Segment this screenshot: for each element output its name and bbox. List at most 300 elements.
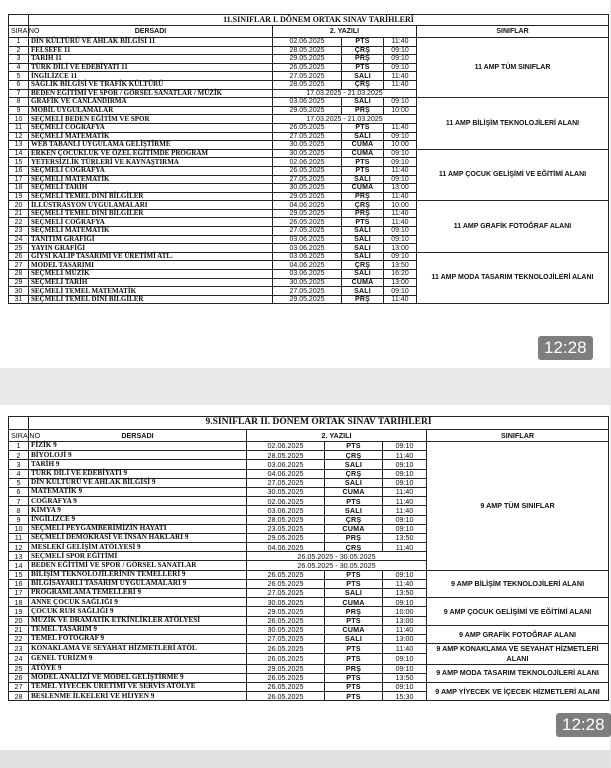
- exam-day: SALI: [342, 132, 384, 141]
- row-number: 13: [9, 141, 29, 150]
- table-corner: [9, 15, 29, 26]
- course-name: TÜRK DİLİ VE EDEBİYATI 11: [29, 63, 273, 72]
- exam-day: SALI: [325, 478, 383, 487]
- exam-day: SALI: [342, 98, 384, 107]
- table-row: [9, 201, 609, 210]
- row-number: 1: [9, 38, 29, 47]
- exam-date: 26.05.2025: [273, 123, 342, 132]
- exam-date: 26.05.2025: [247, 654, 325, 664]
- exam-time: 09:10: [383, 515, 427, 524]
- course-name: SEÇMELİ DEMOKRASİ VE İNSAN HAKLARI 9: [29, 533, 247, 542]
- exam-day: SALI: [342, 175, 384, 184]
- row-number: 26: [9, 673, 29, 682]
- course-name: SEÇMELİ PEYGAMBERİMİZİN HAYATI: [29, 524, 247, 533]
- class-group-label: 11 AMP TÜM SINIFLAR: [417, 38, 609, 98]
- header-course: DERSADI: [29, 26, 273, 38]
- exam-date: 03.06.2025: [273, 98, 342, 107]
- exam-day: CUMA: [342, 184, 384, 193]
- exam-day: PTS: [325, 579, 383, 588]
- exam-date: 29.05.2025: [247, 607, 325, 616]
- exam-time: 09:10: [383, 469, 427, 478]
- exam-day: ÇRŞ: [342, 80, 384, 89]
- row-number: 10: [9, 524, 29, 533]
- exam-time: 11:40: [383, 487, 427, 496]
- exam-date: 26.05.2025: [247, 579, 325, 588]
- row-number: 4: [9, 469, 29, 478]
- course-name: GENEL TURİZM 9: [29, 654, 247, 664]
- exam-day: CUMA: [325, 625, 383, 634]
- table-row: [9, 570, 609, 579]
- exam-table-11: [8, 14, 609, 304]
- exam-date: 28.05.2025: [247, 451, 325, 460]
- class-group-label: 9 AMP MODA TASARIM TEKNOLOJİLERİ ALANI: [427, 664, 609, 682]
- table-row: [9, 38, 609, 47]
- class-group-label: 11 AMP GRAFİK FOTOĞRAF ALANI: [417, 201, 609, 253]
- exam-time: 09:10: [384, 132, 417, 141]
- header-no: SIRA NO: [9, 430, 29, 442]
- course-name: İNGİLİZCE 11: [29, 72, 273, 81]
- row-number: 9: [9, 106, 29, 115]
- row-number: 18: [9, 184, 29, 193]
- exam-date: 02.06.2025: [247, 497, 325, 506]
- exam-day: SALI: [325, 589, 383, 598]
- exam-day: PRŞ: [325, 533, 383, 542]
- exam-time: 11:40: [384, 192, 417, 201]
- row-number: 5: [9, 478, 29, 487]
- class-group-label: 11 AMP BİLİŞİM TEKNOLOJİLERİ ALANI: [417, 98, 609, 150]
- exam-date: 26.05.2025: [273, 218, 342, 227]
- course-name: SEÇMELİ TARİH: [29, 184, 273, 193]
- exam-date-range: 26.05.2025 - 30.05.2025: [247, 561, 427, 570]
- table-row: [9, 149, 609, 158]
- exam-day: ÇRŞ: [325, 515, 383, 524]
- row-number: 2: [9, 46, 29, 55]
- exam-time: 11:40: [384, 123, 417, 132]
- exam-time: 09:10: [384, 235, 417, 244]
- exam-day: CUMA: [342, 141, 384, 150]
- header-classes: SINIFLAR: [427, 430, 609, 442]
- course-name: TARİH 9: [29, 460, 247, 469]
- exam-date: 03.06.2025: [273, 252, 342, 261]
- exam-date-range: 26.05.2025 - 30.05.2025: [247, 552, 427, 561]
- exam-day: CUMA: [342, 278, 384, 287]
- row-number: 28: [9, 692, 29, 701]
- course-name: MATEMATİK 9: [29, 487, 247, 496]
- exam-day: PTS: [325, 644, 383, 654]
- exam-date: 26.05.2025: [247, 692, 325, 701]
- exam-date: 30.05.2025: [247, 625, 325, 634]
- row-number: 8: [9, 506, 29, 515]
- course-name: MÜZİK VE DRAMATİK ETKİNLİKLER ATÖLYESİ: [29, 616, 247, 625]
- course-name: DİN KÜLTÜRÜ VE AHLAK BİLGİSİ 11: [29, 38, 273, 47]
- exam-day: SALI: [325, 634, 383, 643]
- exam-date: 30.05.2025: [247, 598, 325, 607]
- exam-time: 13:50: [383, 533, 427, 542]
- exam-time: 09:10: [384, 149, 417, 158]
- exam-date-range: 17.03.2025 - 21.03.2025: [273, 89, 417, 98]
- table-row: [9, 682, 609, 691]
- header-course: DERSADI: [29, 430, 247, 442]
- exam-date: 27.05.2025: [273, 72, 342, 81]
- exam-time: 09:10: [383, 442, 427, 451]
- table-row: [9, 664, 609, 673]
- exam-day: SALI: [325, 506, 383, 515]
- exam-table-9: [8, 416, 609, 701]
- exam-day: CUMA: [342, 149, 384, 158]
- exam-time: 09:10: [383, 598, 427, 607]
- class-group-label: 9 AMP KONAKLAMA VE SEYAHAT HİZMETLERİ ALANI: [427, 644, 609, 664]
- exam-date: 27.05.2025: [247, 478, 325, 487]
- course-name: SEÇMELİ TEMEL DİNİ BİLGİLER: [29, 192, 273, 201]
- exam-day: PTS: [325, 497, 383, 506]
- course-name: TARİH 11: [29, 55, 273, 64]
- exam-time: 09:10: [383, 460, 427, 469]
- course-name: SEÇMELİ TEMEL DİNİ BİLGİLER: [29, 209, 273, 218]
- row-number: 21: [9, 625, 29, 634]
- exam-day: SALI: [342, 287, 384, 296]
- header-no: SIRA NO: [9, 26, 29, 38]
- course-name: BİLGİSAYARLI TASARIM UYGULAMALARI 9: [29, 579, 247, 588]
- row-number: 22: [9, 634, 29, 643]
- exam-day: PTS: [325, 673, 383, 682]
- course-name: SEÇMELİ MÜZİK: [29, 270, 273, 279]
- video-timestamp: 12:28: [538, 336, 593, 360]
- exam-date: 03.06.2025: [273, 270, 342, 279]
- table-corner: [9, 417, 29, 430]
- course-name: YETERSİZLİK TÜRLERİ VE KAYNAŞTIRMA: [29, 158, 273, 167]
- exam-day: SALI: [342, 227, 384, 236]
- exam-date: 30.05.2025: [247, 487, 325, 496]
- exam-time: 13:00: [384, 184, 417, 193]
- course-name: BEDEN EĞİTİMİ VE SPOR / GÖRSEL SANATLAR / MÜZİK: [29, 89, 273, 98]
- exam-time: 09:10: [383, 682, 427, 691]
- exam-date: 26.05.2025: [247, 682, 325, 691]
- row-number: 23: [9, 227, 29, 236]
- exam-day: CUMA: [325, 524, 383, 533]
- course-name: DİN KÜLTÜRÜ VE AHLAK BİLGİSİ 9: [29, 478, 247, 487]
- row-number: 17: [9, 589, 29, 598]
- row-number: 4: [9, 63, 29, 72]
- class-group-label: 11 AMP ÇOCUK GELİŞİMİ VE EĞİTİMİ ALANI: [417, 149, 609, 201]
- exam-day: PTS: [342, 158, 384, 167]
- exam-day: ÇRŞ: [342, 201, 384, 210]
- exam-date: 27.05.2025: [247, 634, 325, 643]
- video-timestamp: 12:28: [556, 713, 611, 737]
- exam-date: 26.05.2025: [273, 63, 342, 72]
- row-number: 14: [9, 149, 29, 158]
- exam-date: 29.05.2025: [273, 106, 342, 115]
- exam-day: ÇRŞ: [325, 543, 383, 552]
- exam-day: SALI: [342, 72, 384, 81]
- course-name: ERKEN ÇOCUKLUK VE ÖZEL EĞİTİMDE PROGRAM: [29, 149, 273, 158]
- course-name: TANITIM GRAFİĞİ: [29, 235, 273, 244]
- course-name: SEÇMELİ COĞRAFYA: [29, 218, 273, 227]
- exam-date: 30.05.2025: [273, 141, 342, 150]
- course-name: SEÇMELİ MATEMATİK: [29, 132, 273, 141]
- course-name: WEB TABANLI UYGULAMA GELİŞTİRME: [29, 141, 273, 150]
- exam-time: 11:40: [384, 72, 417, 81]
- exam-day: PTS: [325, 570, 383, 579]
- exam-day: ÇRŞ: [342, 46, 384, 55]
- exam-time: 09:10: [384, 98, 417, 107]
- class-group-label: 11 AMP MODA TASARIM TEKNOLOJİLERİ ALANI: [417, 252, 609, 304]
- row-number: 20: [9, 201, 29, 210]
- exam-date: 03.06.2025: [273, 235, 342, 244]
- exam-day: PTS: [342, 218, 384, 227]
- exam-date-range: 17.03.2025 - 21.03.2025: [273, 115, 417, 124]
- exam-time: 10:00: [384, 201, 417, 210]
- course-name: SEÇMELİ SPOR EĞİTİMİ: [29, 552, 247, 561]
- row-number: 23: [9, 644, 29, 654]
- exam-day: ÇRŞ: [325, 469, 383, 478]
- exam-time: 10:00: [383, 607, 427, 616]
- exam-date: 29.05.2025: [273, 209, 342, 218]
- exam-time: 13:00: [383, 616, 427, 625]
- exam-date: 27.05.2025: [273, 287, 342, 296]
- exam-day: PRŞ: [342, 55, 384, 64]
- course-name: SEÇMELİ TEMEL MATEMATİK: [29, 287, 273, 296]
- exam-date: 29.05.2025: [273, 192, 342, 201]
- row-number: 22: [9, 218, 29, 227]
- course-name: SEÇMELİ COĞRAFYA: [29, 166, 273, 175]
- exam-time: 13:50: [383, 589, 427, 598]
- class-group-label: 9 AMP TÜM SINIFLAR: [427, 442, 609, 571]
- row-number: 19: [9, 607, 29, 616]
- exam-date: 26.05.2025: [273, 166, 342, 175]
- exam-time: 11:40: [383, 497, 427, 506]
- exam-time: 16:20: [384, 270, 417, 279]
- exam-time: 13:50: [383, 673, 427, 682]
- row-number: 15: [9, 570, 29, 579]
- exam-day: SALI: [325, 460, 383, 469]
- exam-date: 28.05.2025: [247, 515, 325, 524]
- row-number: 24: [9, 654, 29, 664]
- table-title: 11.SINIFLAR I. DÖNEM ORTAK SINAV TARİHLERİ: [29, 15, 609, 26]
- exam-date: 27.05.2025: [247, 589, 325, 598]
- exam-time: 09:10: [383, 478, 427, 487]
- exam-time: 13:50: [384, 261, 417, 270]
- exam-time: 09:10: [384, 158, 417, 167]
- course-name: GİYSİ KALIP TASARIMI VE ÜRETİMİ ATL.: [29, 252, 273, 261]
- row-number: 31: [9, 295, 29, 304]
- row-number: 7: [9, 497, 29, 506]
- exam-time: 13:00: [383, 634, 427, 643]
- exam-date: 28.05.2025: [273, 46, 342, 55]
- course-name: TEMEL TASARIM 9: [29, 625, 247, 634]
- exam-day: PTS: [325, 654, 383, 664]
- class-group-label: 9 AMP ÇOCUK GELİŞİMİ VE EĞİTİMİ ALANI: [427, 598, 609, 626]
- exam-time: 11:40: [384, 166, 417, 175]
- row-number: 11: [9, 123, 29, 132]
- exam-time: 09:10: [383, 524, 427, 533]
- course-name: YAYIN GRAFİĞİ: [29, 244, 273, 253]
- row-number: 1: [9, 442, 29, 451]
- exam-time: 11:40: [383, 644, 427, 654]
- class-group-label: 9 AMP BİLİŞİM TEKNOLOJİLERİ ALANI: [427, 570, 609, 598]
- exam-day: SALI: [342, 252, 384, 261]
- exam-time: 11:40: [383, 543, 427, 552]
- row-number: 2: [9, 451, 29, 460]
- exam-date: 30.05.2025: [273, 149, 342, 158]
- exam-time: 09:10: [383, 570, 427, 579]
- course-name: TEMEL YİYECEK ÜRETİMİ VE SERVİS ATÖLYE: [29, 682, 247, 691]
- exam-date: 30.05.2025: [273, 278, 342, 287]
- exam-date: 27.05.2025: [273, 175, 342, 184]
- row-number: 18: [9, 598, 29, 607]
- exam-time: 11:40: [383, 451, 427, 460]
- exam-time: 11:40: [384, 80, 417, 89]
- course-name: ATÖYE 9: [29, 664, 247, 673]
- exam-time: 10:00: [384, 106, 417, 115]
- course-name: BİYOLOJİ 9: [29, 451, 247, 460]
- row-number: 5: [9, 72, 29, 81]
- course-name: FELSEFE 11: [29, 46, 273, 55]
- row-number: 27: [9, 261, 29, 270]
- course-name: MODEL TASARIMI: [29, 261, 273, 270]
- header-classes: SINIFLAR: [417, 26, 609, 38]
- row-number: 26: [9, 252, 29, 261]
- exam-day: CUMA: [325, 487, 383, 496]
- row-number: 30: [9, 287, 29, 296]
- course-name: BESLENME İLKELERİ VE HİJYEN 9: [29, 692, 247, 701]
- exam-date: 27.05.2025: [273, 227, 342, 236]
- exam-day: PTS: [342, 63, 384, 72]
- exam-day: PTS: [342, 123, 384, 132]
- course-name: MODEL ANALİZİ VE MODEL GELİŞTİRME 9: [29, 673, 247, 682]
- row-number: 19: [9, 192, 29, 201]
- exam-day: ÇRŞ: [325, 451, 383, 460]
- exam-time: 09:10: [384, 252, 417, 261]
- row-number: 9: [9, 515, 29, 524]
- exam-date: 03.06.2025: [273, 244, 342, 253]
- row-number: 7: [9, 89, 29, 98]
- course-name: MESLEKİ GELİŞİM ATÖLYESİ 9: [29, 543, 247, 552]
- exam-time: 09:10: [383, 664, 427, 673]
- row-number: 6: [9, 487, 29, 496]
- course-name: İNGİLİZCE 9: [29, 515, 247, 524]
- exam-day: SALI: [342, 244, 384, 253]
- exam-date: 04.06.2025: [247, 469, 325, 478]
- exam-date: 29.05.2025: [273, 55, 342, 64]
- exam-date: 23.05.2025: [247, 524, 325, 533]
- exam-date: 26.05.2025: [247, 644, 325, 654]
- exam-time: 09:10: [384, 227, 417, 236]
- bottom-gap: [0, 750, 610, 768]
- row-number: 16: [9, 579, 29, 588]
- exam-date: 02.06.2025: [273, 38, 342, 47]
- row-number: 13: [9, 552, 29, 561]
- course-name: SEÇMELİ MATEMATİK: [29, 175, 273, 184]
- exam-time: 13:00: [384, 278, 417, 287]
- row-number: 20: [9, 616, 29, 625]
- course-name: ANNE ÇOCUK SAĞLIĞI 9: [29, 598, 247, 607]
- exam-date: 03.06.2025: [247, 460, 325, 469]
- exam-date: 29.05.2025: [247, 533, 325, 542]
- exam-time: 09:10: [384, 46, 417, 55]
- exam-time: 09:10: [383, 654, 427, 664]
- exam-time: 11:40: [383, 579, 427, 588]
- row-number: 17: [9, 175, 29, 184]
- exam-time: 09:10: [384, 175, 417, 184]
- course-name: BEDEN EĞİTİMİ VE SPOR / GÖRSEL SANATLAR: [29, 561, 247, 570]
- exam-day: PRŞ: [325, 664, 383, 673]
- course-name: SEÇMELİ TARİH: [29, 278, 273, 287]
- exam-time: 15:30: [383, 692, 427, 701]
- exam-date: 28.05.2025: [273, 80, 342, 89]
- row-number: 10: [9, 115, 29, 124]
- exam-day: PTS: [325, 616, 383, 625]
- exam-date: 26.05.2025: [247, 616, 325, 625]
- exam-date: 03.06.2025: [247, 506, 325, 515]
- row-number: 24: [9, 235, 29, 244]
- row-number: 29: [9, 278, 29, 287]
- row-number: 12: [9, 132, 29, 141]
- course-name: SAĞLIK BİLGİSİ VE TRAFİK KÜLTÜRÜ: [29, 80, 273, 89]
- row-number: 3: [9, 460, 29, 469]
- course-name: SEÇMELİ BEDEN EĞİTİM VE SPOR: [29, 115, 273, 124]
- header-written: 2. YAZILI: [247, 430, 427, 442]
- course-name: SEÇMELİ MATEMATİK: [29, 227, 273, 236]
- row-number: 6: [9, 80, 29, 89]
- exam-day: CUMA: [325, 598, 383, 607]
- class-group-label: 9 AMP YİYECEK VE İÇECEK HİZMETLERİ ALANI: [427, 682, 609, 700]
- course-name: FİZİK 9: [29, 442, 247, 451]
- table-row: [9, 598, 609, 607]
- row-number: 8: [9, 98, 29, 107]
- course-name: KİMYA 9: [29, 506, 247, 515]
- exam-day: PTS: [342, 38, 384, 47]
- table-row: [9, 442, 609, 451]
- exam-date: 04.06.2025: [273, 201, 342, 210]
- exam-time: 09:10: [384, 55, 417, 64]
- course-name: SEÇMELİ COĞRAFYA: [29, 123, 273, 132]
- exam-time: 10:00: [384, 141, 417, 150]
- exam-time: 09:10: [384, 287, 417, 296]
- row-number: 11: [9, 533, 29, 542]
- exam-day: ÇRŞ: [342, 261, 384, 270]
- table-row: [9, 98, 609, 107]
- exam-day: PTS: [342, 166, 384, 175]
- exam-day: PTS: [325, 682, 383, 691]
- course-name: ÇOCUK RUH SAĞLIĞI 9: [29, 607, 247, 616]
- table-row: [9, 252, 609, 261]
- exam-date: 02.06.2025: [273, 158, 342, 167]
- exam-time: 11:40: [384, 38, 417, 47]
- exam-day: PRŞ: [342, 209, 384, 218]
- exam-day: PRŞ: [342, 192, 384, 201]
- exam-date: 26.05.2025: [247, 570, 325, 579]
- row-number: 3: [9, 55, 29, 64]
- exam-date: 30.05.2025: [273, 184, 342, 193]
- exam-date: 29.05.2025: [247, 664, 325, 673]
- exam-date: 27.05.2025: [273, 132, 342, 141]
- exam-day: SALI: [342, 270, 384, 279]
- course-name: BİLİŞİM TEKNOLOJİLERİNİN TEMELLERİ 9: [29, 570, 247, 579]
- exam-time: 11:40: [384, 218, 417, 227]
- exam-day: PRŞ: [342, 106, 384, 115]
- course-name: TEMEL FOTOĞRAF 9: [29, 634, 247, 643]
- exam-time: 11:40: [383, 506, 427, 515]
- row-number: 27: [9, 682, 29, 691]
- row-number: 28: [9, 270, 29, 279]
- exam-day: PTS: [325, 442, 383, 451]
- row-number: 21: [9, 209, 29, 218]
- course-name: TÜRK DİLİ VE EDEBİYATI 9: [29, 469, 247, 478]
- exam-date: 04.06.2025: [247, 543, 325, 552]
- exam-time: 11:40: [384, 209, 417, 218]
- row-number: 15: [9, 158, 29, 167]
- row-number: 25: [9, 244, 29, 253]
